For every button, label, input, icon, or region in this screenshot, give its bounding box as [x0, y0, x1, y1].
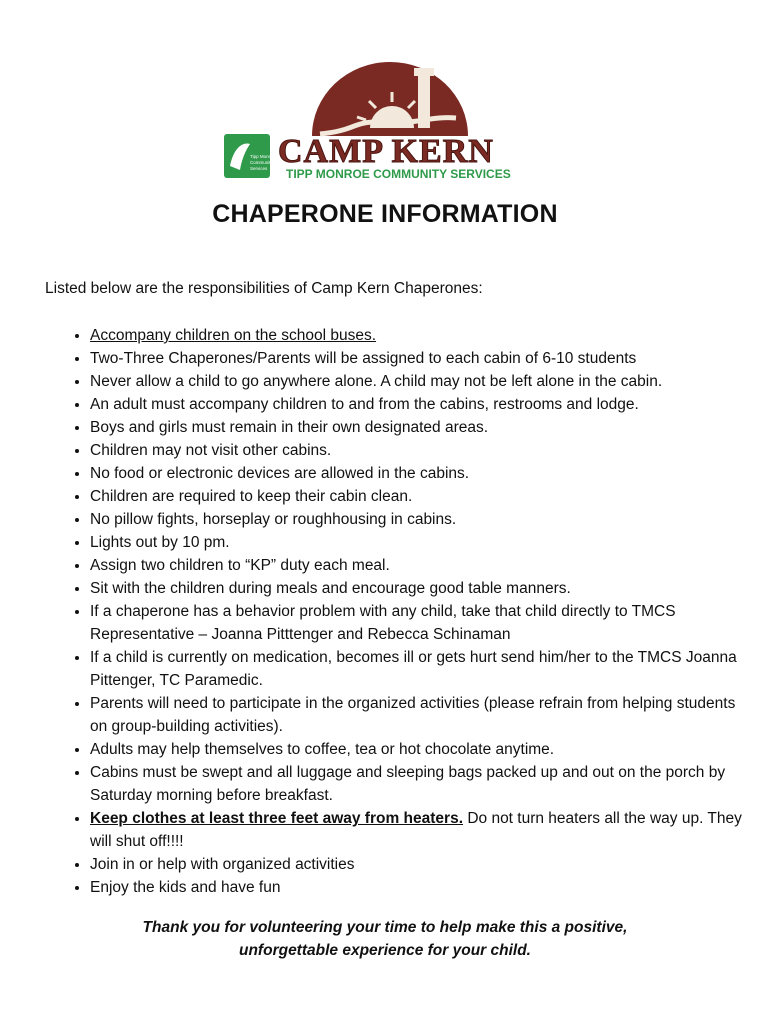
closing-message	[0, 916, 770, 962]
list-item: • No pillow fights, horseplay or roughhousing in cabins.	[90, 508, 760, 531]
list-item: • Lights out by 10 pm.	[90, 531, 760, 554]
list-item: • Children are required to keep their cabin clean.	[90, 485, 760, 508]
list-item: • If a child is currently on medication, becomes ill or gets hurt send him/her to the TMCS Joanna Pittenger, TC Paramedic.	[90, 646, 760, 692]
list-item: • Keep clothes at least three feet away from heaters. Do not turn heaters all the way up. They will shut off!!!!	[90, 807, 760, 853]
list-item: • Two-Three Chaperones/Parents will be assigned to each cabin of 6-10 students	[90, 347, 760, 370]
list-item: • Boys and girls must remain in their own designated areas.	[90, 416, 760, 439]
list-item: • If a chaperone has a behavior problem with any child, take that child directly to TMCS Representative – Joanna Pitttenger and Rebecca Schinaman	[90, 600, 760, 646]
logo-subtitle: TIPP MONROE COMMUNITY SERVICES	[286, 167, 511, 181]
badge-text: Tipp Monroe	[250, 154, 276, 159]
list-item: • Parents will need to participate in the organized activities (please refrain from helping students on group-building activities).	[90, 692, 760, 738]
list-item: • Assign two children to “KP” duty each meal.	[90, 554, 760, 577]
page-title: CHAPERONE INFORMATION	[212, 200, 558, 228]
closing-line-1: Thank you for volunteering your time to help make this a positive,	[142, 919, 628, 936]
camp-kern-logo-graphic	[220, 58, 540, 186]
list-item: • Cabins must be swept and all luggage and sleeping bags packed up and out on the porch by Saturday morning before breakfast.	[90, 761, 760, 807]
intro-text: Listed below are the responsibilities of Camp Kern Chaperones:	[45, 280, 483, 297]
closing-line-2: unforgettable experience for your child.	[239, 942, 531, 959]
list-item: • Children may not visit other cabins.	[90, 439, 760, 462]
list-item: • An adult must accompany children to and from the cabins, restrooms and lodge.	[90, 393, 760, 416]
logo-wordmark: CAMP KERN	[278, 133, 494, 170]
responsibilities-list	[66, 324, 760, 899]
heater-warning: Keep clothes at least three feet away from heaters.	[90, 810, 464, 827]
list-item: • Enjoy the kids and have fun	[90, 876, 760, 899]
svg-text:Community: Community	[250, 160, 273, 165]
list-item: • Adults may help themselves to coffee, tea or hot chocolate anytime.	[90, 738, 760, 761]
list-item: • Accompany children on the school buses.	[90, 324, 760, 347]
list-item: • Sit with the children during meals and encourage good table manners.	[90, 577, 760, 600]
list-item: • No food or electronic devices are allowed in the cabins.	[90, 462, 760, 485]
svg-text:Services: Services	[250, 166, 268, 171]
camp-kern-logo	[220, 58, 540, 186]
list-item: • Never allow a child to go anywhere alone. A child may not be left alone in the cabin.	[90, 370, 760, 393]
list-item: • Join in or help with organized activities	[90, 853, 760, 876]
